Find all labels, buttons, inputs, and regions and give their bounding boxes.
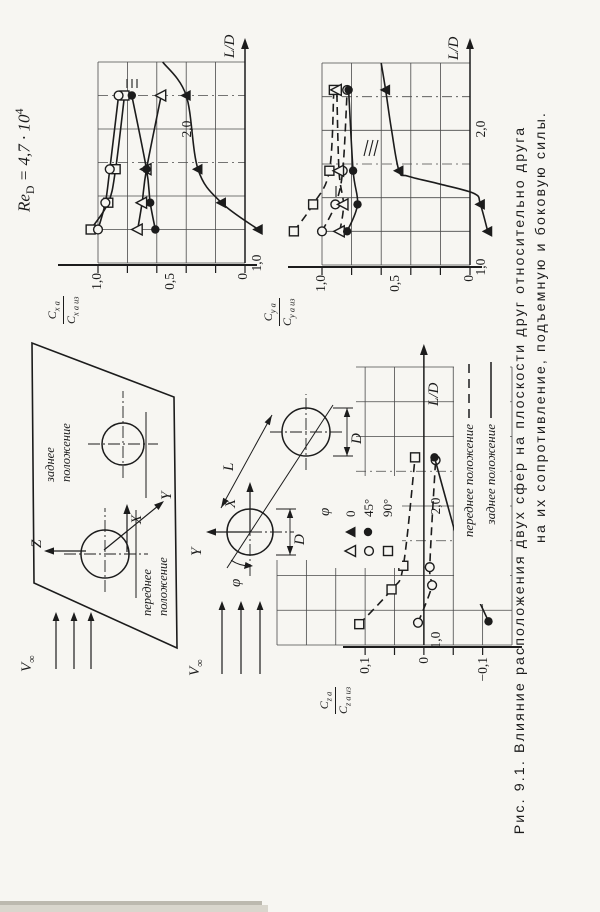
flow-velocity-label-plane: $V_\infty$	[19, 655, 38, 672]
geom-x-arrowhead	[246, 482, 253, 492]
cya-xtick-2: 2,0	[473, 120, 488, 138]
d-dim-b-head1	[344, 447, 350, 456]
phi-arc-arrowhead	[244, 562, 253, 569]
cza-axis-fraction: $C_{z a}$ $C_{z a из}$	[317, 686, 353, 714]
legend-phi-header: φ	[317, 507, 333, 516]
cza-xtick-1: 1,0	[428, 631, 443, 649]
cza-xtick-2: 2,0	[428, 497, 443, 515]
l-dim-arrowhead-2	[265, 415, 272, 425]
scan-edge-line	[0, 901, 262, 905]
flow-arrows-plane	[53, 612, 95, 669]
reynolds-label: $Re_D = 4,7 \cdot 10^4$	[12, 108, 38, 212]
flow-arrows-geometry	[219, 601, 264, 674]
legend-label-90: 90°	[380, 498, 395, 517]
cxa-ytick-05: 0,5	[162, 273, 177, 290]
diameter-label-b: D	[349, 433, 365, 444]
cza-xaxis-label: L/D	[426, 382, 442, 406]
cya-ytick-1: 1,0	[313, 275, 328, 292]
cxa-xtick-2: 2,0	[179, 120, 194, 138]
cza-ytick-0: 0	[416, 657, 431, 664]
cya-xaxis-label: L/D	[446, 36, 462, 60]
plane-x-label: X	[129, 514, 145, 524]
z-axis-arrowhead	[44, 547, 54, 554]
front-position-label: переднее положение	[140, 557, 170, 616]
length-dimension-label: L	[221, 462, 237, 471]
cya-ytick-05: 0,5	[387, 275, 402, 292]
line-legend-front: переднее положение	[461, 424, 476, 538]
cxa-axis-fraction: $C_{x a}$ $C_{x a из}$	[45, 296, 81, 324]
x-axis-arrowhead	[123, 504, 130, 514]
d-dim-a-head2	[287, 509, 293, 518]
plane-y-label: Y	[159, 491, 175, 500]
cza-ytick-01: 0,1	[357, 657, 372, 674]
cza-ytick-m01: −0,1	[475, 657, 490, 682]
cxa-xtick-1: 1,0	[249, 254, 264, 272]
legend-label-0: 0	[343, 510, 358, 517]
geom-y-arrowhead	[206, 528, 216, 535]
diameter-label-a: D	[292, 534, 308, 545]
reference-strokes-cxa	[127, 79, 137, 88]
d-dim-a-head1	[287, 546, 293, 555]
flow-velocity-label-geometry: $V_\infty$	[187, 659, 206, 676]
line-legend-rear: заднее положение	[483, 424, 498, 525]
rear-position-label: заднее положение	[43, 423, 73, 482]
l-dimension-line	[221, 415, 272, 508]
chart-cya	[288, 38, 492, 275]
y-axis-arrow	[104, 506, 158, 550]
cxa-ytick-1: 1,0	[89, 273, 104, 290]
cxa-ytick-0: 0	[235, 273, 250, 280]
cya-axis-fraction: $C_{y a}$ $C_{y a из}$	[261, 298, 297, 326]
cya-xtick-1: 1,0	[473, 258, 488, 276]
geometry-x-label: X	[223, 498, 239, 508]
figure-caption-line2: на их сопротивление, подъемную и боковую силы.	[533, 111, 549, 543]
figure-caption-line1: Рис. 9.1. Влияние расположения двух сфер на плоскости друг относительно друга	[512, 125, 528, 835]
angle-phi-label: φ	[228, 578, 244, 587]
legend-label-45: 45°	[361, 498, 376, 517]
plane-z-label: Z	[29, 539, 45, 548]
cxa-xaxis-label: L/D	[222, 34, 238, 58]
scan-edge-shadow	[0, 905, 268, 912]
chart-cxa	[58, 38, 263, 273]
cya-ytick-0: 0	[461, 275, 476, 282]
d-dim-b-head2	[344, 408, 350, 417]
geometry-y-label: Y	[189, 547, 205, 556]
